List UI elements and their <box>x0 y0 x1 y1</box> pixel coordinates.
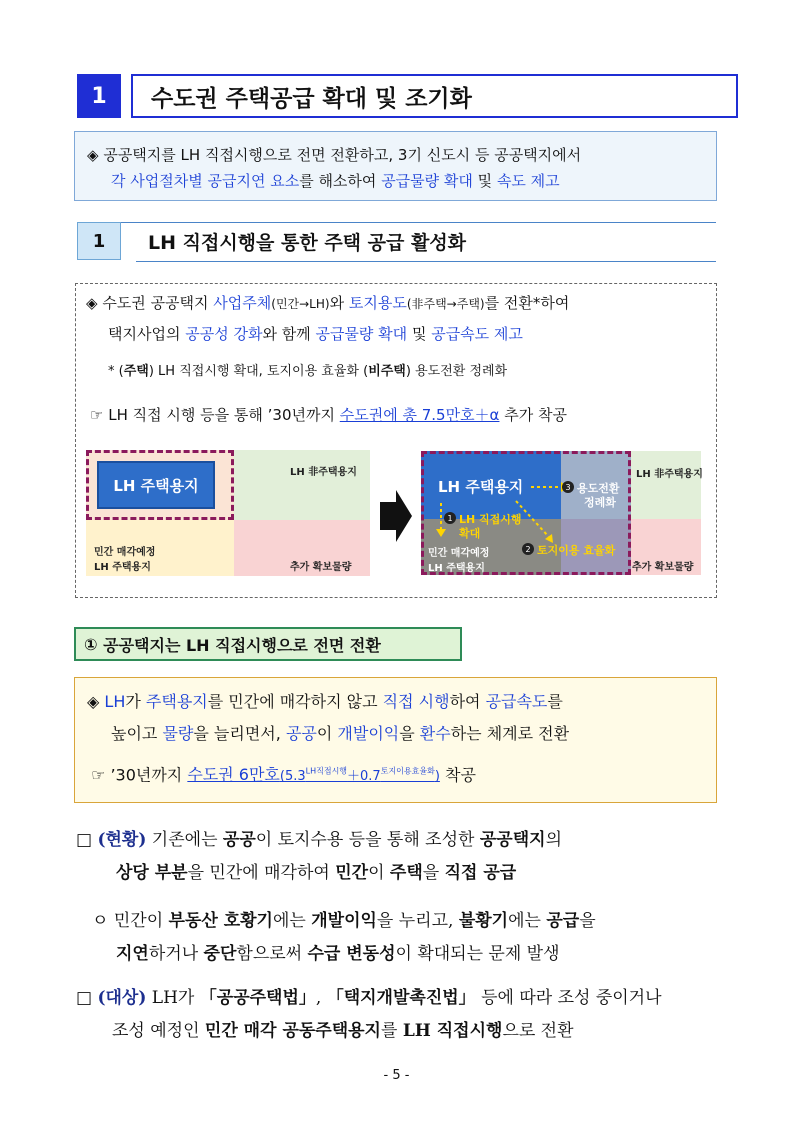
diamond-bullet-icon: ◈ <box>87 146 99 164</box>
page-number: - 5 - <box>383 1068 410 1083</box>
checkbox-icon: □ <box>76 830 93 850</box>
paragraph-target: □ (대상) LH가 「공공주택법」, 「택지개발촉진법」 등에 따라 조성 중이거나 조성 예정인 민간 매각 공동주택용지를 LH 직접시행으로 전환 <box>76 988 662 1041</box>
r-extra-label: 추가 확보물량 <box>632 562 694 573</box>
pointing-hand-icon: ☞ <box>90 406 104 424</box>
step-1-label-1: LH 직접시행 <box>459 513 522 526</box>
lh-nonhousing-label: LH 非주택용지 <box>290 467 357 478</box>
step-2-badge: 2 <box>522 543 534 555</box>
item-number: ① <box>84 634 98 654</box>
summary-line-1: ◈ 공공택지를 LH 직접시행으로 전면 전환하고, 3기 신도시 등 공공택지에서 <box>87 146 582 164</box>
item-title: 공공택지는 LH 직접시행으로 전면 전환 <box>103 635 381 655</box>
step-3-label-1: 용도전환 <box>577 482 620 495</box>
subsection-title: LH 직접시행을 통한 주택 공급 활성화 <box>136 222 716 262</box>
item-1-summary-box <box>74 677 717 803</box>
item-1-header <box>74 627 462 661</box>
summary-line-2: 각 사업절차별 공급지연 요소를 해소하여 공급물량 확대 및 속도 제고 <box>111 172 560 190</box>
ybox-line-2: 높이고 물량을 늘리면서, 공공이 개발이익을 환수하는 체계로 전환 <box>111 724 570 743</box>
overview-note: * (주택) LH 직접시행 확대, 토지이용 효율화 (비주택) 용도전환 정례화 <box>108 364 508 379</box>
section-title: 수도권 주택공급 확대 및 조기화 <box>131 74 738 118</box>
ybox-line-3: ☞ ’30년까지 수도권 6만호$(5.3^{LH직접시행}+0.7^{토지이용효율화})$ 착공 <box>91 765 476 785</box>
r-lh-housing-label: LH 주택용지 <box>438 478 524 496</box>
step-3-badge: 3 <box>562 481 574 493</box>
step-1-badge: 1 <box>444 512 456 524</box>
extra-label: 추가 확보물량 <box>290 562 352 573</box>
r-lh-nonhousing-label: LH 非주택용지 <box>636 469 703 480</box>
r-private-label-1: 민간 매각예정 <box>428 548 490 559</box>
pointing-hand-icon: ☞ <box>91 765 106 785</box>
r-private-label-2: LH 주택용지 <box>428 563 485 574</box>
paragraph-problem: ㅇ 민간이 부동산 호황기에는 개발이익을 누리고, 불황기에는 공급을 지연하거나 중단함으로써 수급 변동성이 확대되는 문제 발생 <box>92 911 596 964</box>
subsection-number: 1 <box>77 222 121 260</box>
private-label-1: 민간 매각예정 <box>94 547 156 558</box>
step-2-label: 토지이용 효율화 <box>537 544 616 557</box>
overview-line-1: ◈ 수도권 공공택지 사업주체(민간→LH)와 토지용도(非주택→주택)를 전환*하여 <box>86 294 570 312</box>
overview-line-2: 택지사업의 공공성 강화와 함께 공급물량 확대 및 공급속도 제고 <box>108 325 523 343</box>
cell-lh-nonhousing <box>234 450 370 520</box>
diamond-bullet-icon: ◈ <box>86 294 98 312</box>
diamond-bullet-icon: ◈ <box>87 692 100 711</box>
step-1-label-2: 확대 <box>459 527 481 540</box>
checkbox-icon: □ <box>76 988 93 1008</box>
overview-line-3: ☞ LH 직접 시행 등을 통해 ’30년까지 수도권에 총 7.5만호＋α 추가 착공 <box>90 406 567 424</box>
lh-housing-block: LH 주택용지 <box>97 461 215 509</box>
paragraph-status: □ (현황) 기존에는 공공이 토지수용 등을 통해 조성한 공공택지의 상당 부분을 민간에 매각하여 민간이 주택을 직접 공급 <box>76 830 562 883</box>
section-number: 1 <box>77 74 121 118</box>
step-3-label-2: 정례화 <box>584 496 616 509</box>
ybox-line-1: ◈ LH가 주택용지를 민간에 매각하지 않고 직접 시행하여 공급속도를 <box>87 692 563 711</box>
circle-bullet-icon: ㅇ <box>92 911 109 931</box>
ybox-target: 수도권 6만호$(5.3^{LH직접시행}+0.7^{토지이용효율화})$ <box>187 765 440 785</box>
arrow-right-icon <box>378 488 414 544</box>
summary-box <box>74 131 717 201</box>
private-label-2: LH 주택용지 <box>94 562 151 573</box>
